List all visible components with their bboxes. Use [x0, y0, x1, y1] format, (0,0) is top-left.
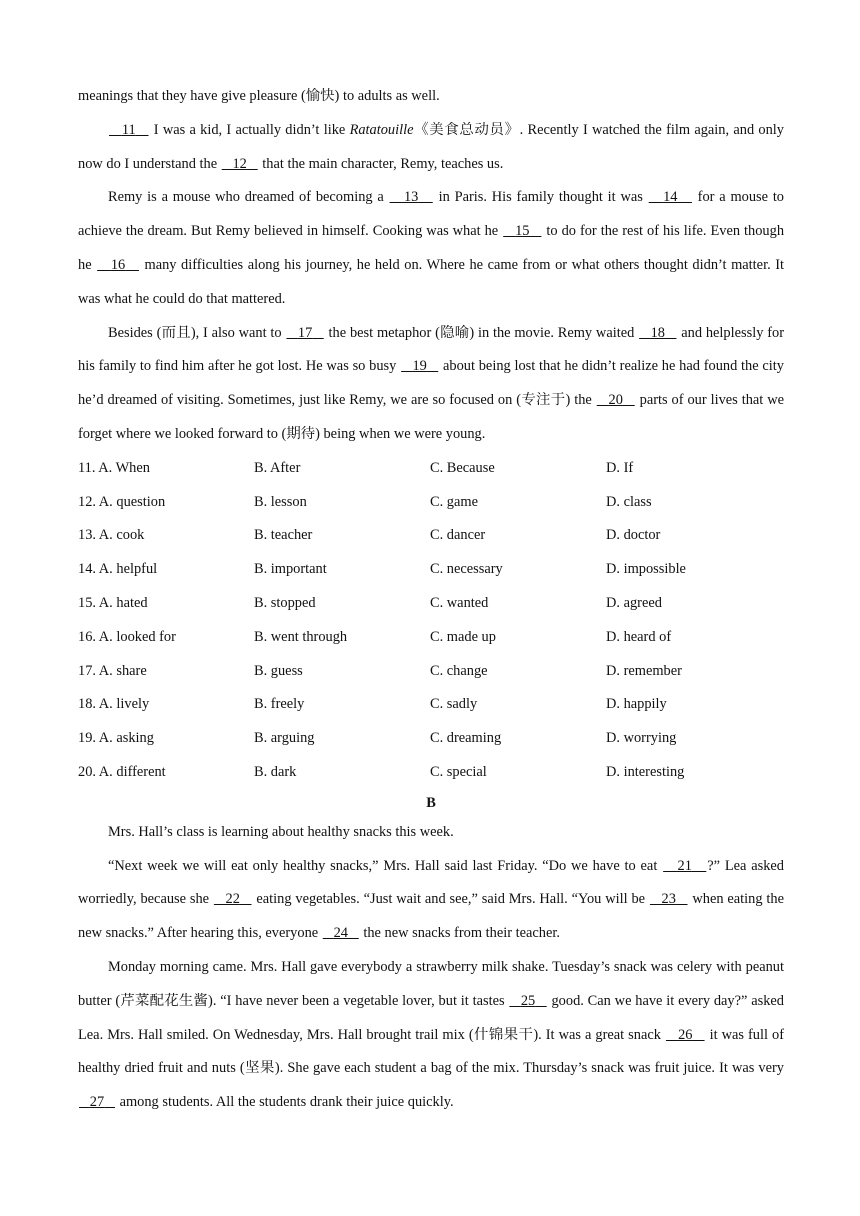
option[interactable]: C. game	[430, 493, 478, 510]
passage-a-paragraph-2: Remy is a mouse who dreamed of becoming a 13 in Paris. His family thought it was 14 for a mouse to achieve the dream. But Remy believed in himself. Cooking was what he 15 to do for the rest of his life. Even though he 16 many difficulties along his journey, he held on. Where he came from or what others thought didn’t matter. It was what he could do that mattered.	[78, 189, 785, 307]
option[interactable]: B. lesson	[254, 493, 307, 510]
option[interactable]: 11. A. When	[78, 459, 150, 476]
option[interactable]: B. arguing	[254, 730, 315, 747]
option[interactable]: 13. A. cook	[78, 527, 145, 544]
passage-a-continuation: meanings that they have give pleasure (愉快) to adults as well.	[78, 88, 440, 104]
passage-a-paragraph-1: 11 I was a kid, I actually didn’t like Ratatouille《美食总动员》. Recently I watched the film again, and only now do I understand the 12 that the main character, Remy, teaches us.	[78, 121, 785, 172]
option[interactable]: B. After	[254, 459, 301, 476]
option[interactable]: D. doctor	[606, 527, 661, 544]
blank-26[interactable]: 26	[678, 1026, 693, 1043]
blank-13[interactable]: 13	[403, 189, 419, 206]
answer-options-grid	[78, 452, 784, 790]
option[interactable]: 12. A. question	[78, 493, 166, 510]
option[interactable]: D. If	[606, 459, 634, 476]
blank-12[interactable]: 12	[232, 155, 247, 172]
blank-27[interactable]: 27	[89, 1094, 105, 1111]
option[interactable]: B. went through	[254, 628, 348, 645]
option[interactable]: C. change	[430, 662, 488, 679]
option[interactable]: C. wanted	[430, 594, 489, 611]
blank-23[interactable]: 23	[661, 891, 676, 908]
option[interactable]: 19. A. asking	[78, 730, 154, 747]
blank-22[interactable]: 22	[225, 891, 240, 908]
option[interactable]: D. worrying	[606, 730, 677, 747]
option[interactable]: C. dancer	[430, 527, 486, 544]
option[interactable]: 18. A. lively	[78, 696, 150, 713]
option[interactable]: B. teacher	[254, 527, 313, 544]
option[interactable]: C. Because	[430, 459, 495, 476]
option[interactable]: C. special	[430, 763, 487, 780]
option[interactable]: 17. A. share	[78, 662, 147, 679]
blank-17[interactable]: 17	[297, 324, 313, 341]
blank-14[interactable]: 14	[663, 189, 678, 206]
blank-11[interactable]: 11	[121, 121, 136, 138]
blank-20[interactable]: 20	[608, 392, 623, 409]
section-title: B	[426, 794, 436, 811]
option[interactable]: B. stopped	[254, 594, 316, 611]
passage-b-paragraph-3: Monday morning came. Mrs. Hall gave everybody a strawberry milk shake. Tuesday’s snack was celery with peanut butter (芹菜配花生酱). “I have never been a vegetable lover, but it tastes 25 good. Can we have it every day?” asked Lea. Mrs. Hall smiled. On Wednesday, Mrs. Hall brought trail mix (什锦果干). It was a great snack 26 it was full of healthy dried fruit and nuts (坚果). She gave each student a bag of the mix. Thursday’s snack was fruit juice. It was very 27 among students. All the students drank their juice quickly.	[78, 958, 785, 1111]
blank-16[interactable]: 16	[110, 256, 126, 273]
film-title: Ratatouille	[349, 121, 414, 138]
option[interactable]: B. important	[254, 561, 327, 578]
option[interactable]: B. dark	[254, 763, 297, 780]
option[interactable]: 16. A. looked for	[78, 628, 176, 645]
option[interactable]: D. remember	[606, 662, 682, 679]
option[interactable]: D. agreed	[606, 594, 662, 611]
option[interactable]: B. freely	[254, 696, 305, 713]
option[interactable]: D. class	[606, 493, 652, 510]
blank-18[interactable]: 18	[650, 324, 665, 341]
blank-15[interactable]: 15	[515, 223, 530, 240]
option[interactable]: 15. A. hated	[78, 594, 148, 611]
blank-24[interactable]: 24	[333, 925, 348, 942]
option[interactable]: D. impossible	[606, 561, 686, 578]
passage-b-paragraph-2: “Next week we will eat only healthy snacks,” Mrs. Hall said last Friday. “Do we have to eat 21 ?” Lea asked worriedly, because she 22 eating vegetables. “Just wait and see,” said Mrs. Hall. “You will be 23 when eating the new snacks.” After hearing this, everyone 24 the new snacks from their teacher.	[78, 857, 785, 942]
option[interactable]: D. happily	[606, 696, 667, 713]
passage-a-paragraph-3: Besides (而且), I also want to 17 the best metaphor (隐喻) in the movie. Remy waited 18 and helplessly for his family to find him after he got lost. He was so busy 19 about being lost that he didn’t realize he had found the city he’d dreamed of visiting. Sometimes, just like Remy, we are so focused on (专注于) the 20 parts of our lives that we forget where we looked forward to (期待) being when we were young.	[78, 324, 785, 442]
option[interactable]: C. necessary	[430, 561, 503, 578]
option[interactable]: D. interesting	[606, 763, 685, 780]
blank-25[interactable]: 25	[520, 992, 536, 1009]
option[interactable]: C. made up	[430, 628, 496, 645]
option[interactable]: C. sadly	[430, 696, 478, 713]
option[interactable]: B. guess	[254, 662, 303, 679]
option[interactable]: 14. A. helpful	[78, 561, 158, 578]
blank-19[interactable]: 19	[412, 358, 427, 375]
option[interactable]: 20. A. different	[78, 763, 166, 780]
blank-21[interactable]: 21	[677, 857, 692, 874]
worksheet-page	[78, 80, 784, 1120]
option[interactable]: D. heard of	[606, 628, 672, 645]
option[interactable]: C. dreaming	[430, 730, 502, 747]
passage-b-paragraph-1: Mrs. Hall’s class is learning about healthy snacks this week.	[108, 823, 454, 840]
